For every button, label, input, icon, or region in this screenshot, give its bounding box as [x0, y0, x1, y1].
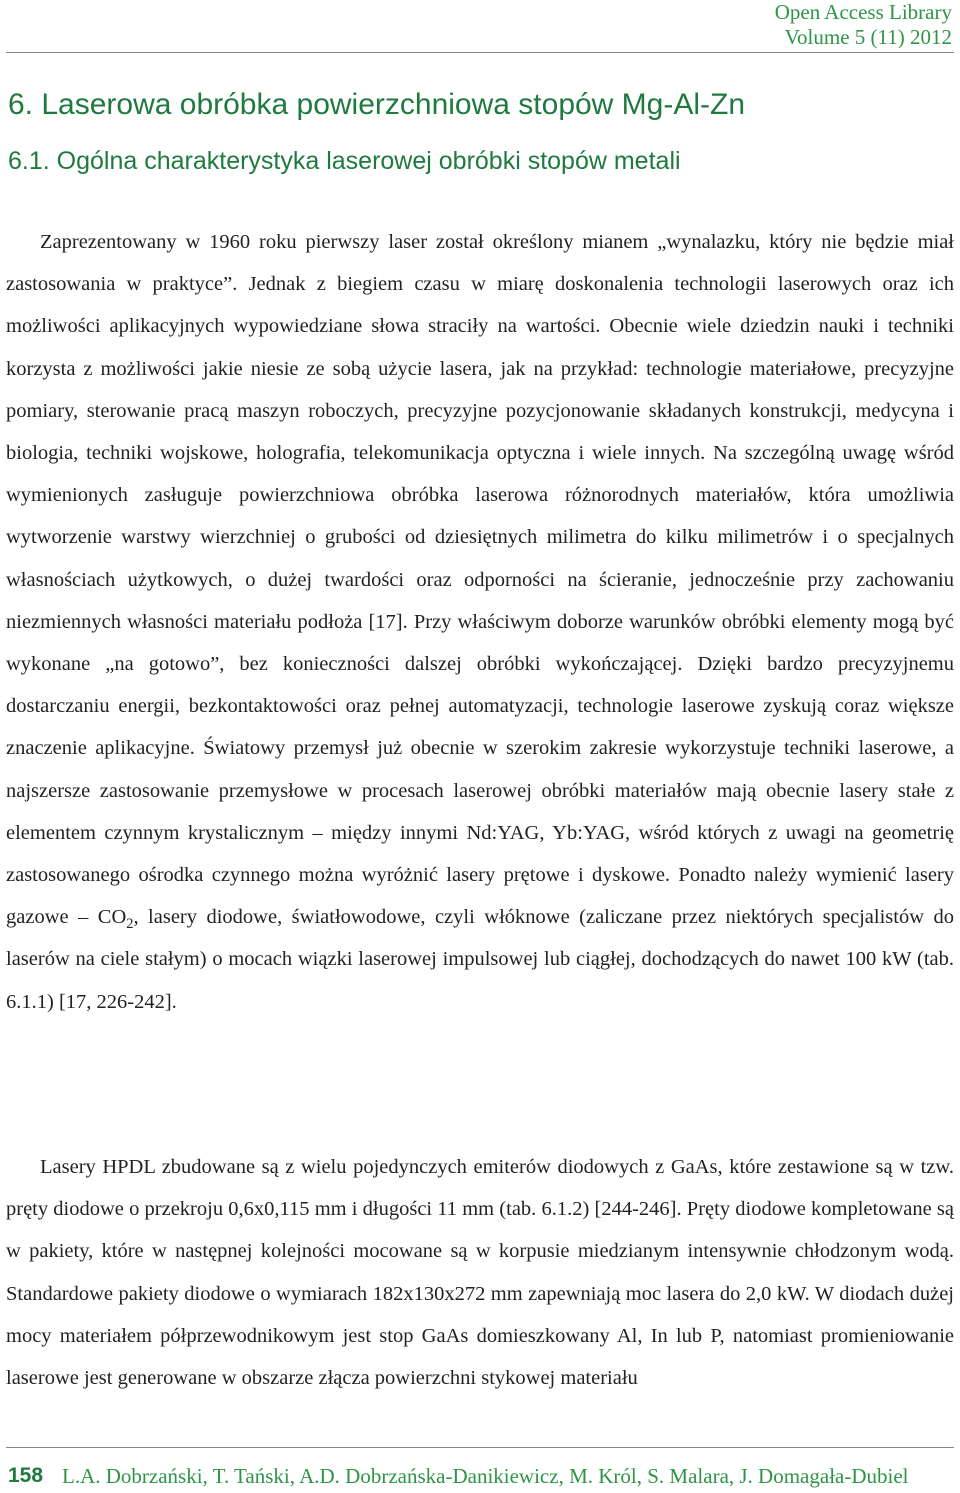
page-number: 158 — [8, 1464, 44, 1487]
body-paragraph-1 — [6, 221, 954, 1023]
journal-header — [775, 0, 952, 50]
journal-volume: Volume 5 (11) 2012 — [784, 25, 952, 49]
page-footer — [0, 1446, 960, 1493]
body-paragraph-2 — [6, 1146, 954, 1399]
co2-subscript: 2 — [126, 916, 134, 933]
journal-name: Open Access Library — [774, 0, 952, 24]
subsection-title: 6.1. Ogólna charakterystyka laserowej obróbki stopów metali — [8, 147, 681, 175]
footer-authors: L.A. Dobrzański, T. Tański, A.D. Dobrzańska-Danikiewicz, M. Król, S. Malara, J. Domagała-Dubiel — [62, 1464, 909, 1488]
paragraph-1-text-continued: , lasery diodowe, światłowodowe, czyli włóknowe (zaliczane przez niektórych specjalistów do laserów na ciele stałym) o mocach wiązki laserowej impulsowej lub ciągłej, dochodzących do nawet 100 kW (tab. 6.1.1) [17, 226-242]. — [6, 906, 954, 1013]
header-divider — [6, 52, 954, 53]
footer-divider — [6, 1447, 954, 1448]
paragraph-2-text: Lasery HPDL zbudowane są z wielu pojedynczych emiterów diodowych z GaAs, które zestawione są w tzw. pręty diodowe o przekroju 0,6x0,115 mm i długości 11 mm (tab. 6.1.2) [244-246]. Pręty diodowe kompletowane są w pakiety, które w następnej kolejności mocowane są w korpusie miedzianym intensywnie chłodzonym wodą. Standardowe pakiety diodowe o wymiarach 182x130x272 mm zapewniają moc lasera do 2,0 kW. W diodach dużej mocy materiałem półprzewodnikowym jest stop GaAs domieszkowany Al, In lub P, natomiast promieniowanie laserowe jest generowane w obszarze złącza powierzchni stykowej materiału — [6, 1156, 954, 1390]
paragraph-1-text: Zaprezentowany w 1960 roku pierwszy laser został określony mianem „wynalazku, który nie będzie miał zastosowania w praktyce”. Jednak z biegiem czasu w miarę doskonalenia technologii laserowych oraz ich możliwości aplikacyjnych wypowiedziane słowa straciły na wartości. Obecnie wiele dziedzin nauki i techniki korzysta z możliwości jakie niesie ze sobą użycie lasera, jak na przykład: technologie materiałowe, precyzyjne pomiary, sterowanie pracą maszyn roboczych, precyzyjne pozycjonowanie składanych konstrukcji, medycyna i biologia, techniki wojskowe, holografia, telekomunikacja optyczna i wiele innych. Na szczególną uwagę wśród wymienionych zasługuje powierzchniowa obróbka laserowa różnorodnych materiałów, która umożliwia wytworzenie warstwy wierzchniej o grubości od dziesiętnych milimetra do kilku milimetrów i o specjalnych własnościach użytkowych, o dużej twardości oraz odporności na ścieranie, jednocześnie przy zachowaniu niezmiennych własności materiału podłoża [17]. Przy właściwym doborze warunków obróbki elementy mogą być wykonane „na gotowo”, bez konieczności dalszej obróbki wykończającej. Dzięki bardzo precyzyjnemu dostarczaniu energii, bezkontaktowości oraz pełnej automatyzacji, technologie laserowe zyskują coraz większe znaczenie aplikacyjne. Światowy przemysł już obecnie w szerokim zakresie wykorzystuje techniki laserowe, a najszersze zastosowanie przemysłowe w procesach laserowej obróbki materiałów mają obecnie lasery stałe z elementem czynnym krystalicznym – między innymi Nd:YAG, Yb:YAG, wśród których z uwagi na geometrię zastosowanego ośrodka czynnego można wyróżnić lasery prętowe i dyskowe. Ponadto należy wymienić lasery gazowe – CO — [6, 231, 954, 929]
section-title: 6. Laserowa obróbka powierzchniowa stopów Mg-Al-Zn — [8, 88, 746, 121]
